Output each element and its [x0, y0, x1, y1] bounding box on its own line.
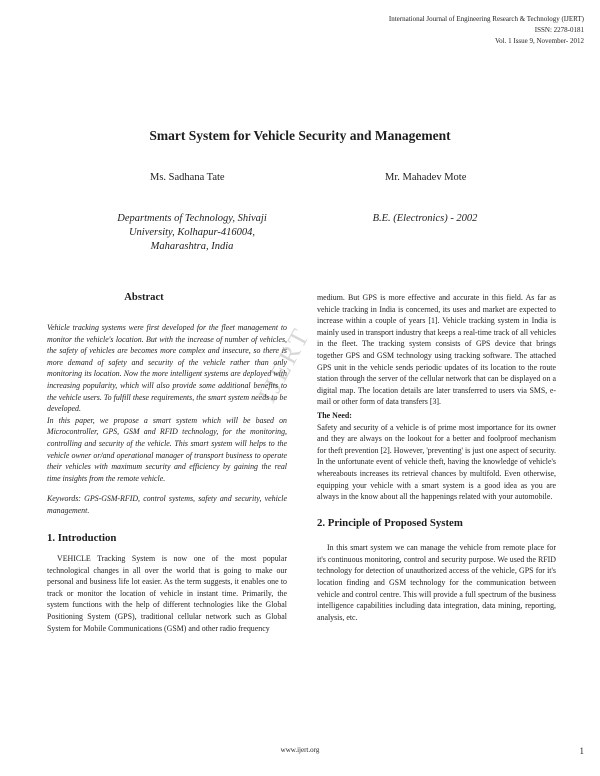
watermark-text: IJERT: [252, 322, 317, 408]
paper-title: Smart System for Vehicle Security and Management: [149, 128, 451, 143]
left-column: [47, 322, 287, 634]
need-heading: The Need:: [317, 410, 352, 420]
footer-url: www.ijert.org: [280, 746, 320, 754]
affiliation-line: Maharashtra, India: [150, 241, 234, 252]
section-2-heading: 2. Principle of Proposed System: [317, 516, 463, 529]
author-1-name: Ms. Sadhana Tate: [150, 172, 225, 183]
section-2-text: In this smart system we can manage the vehicle from remote place for it's continuous monitoring, control and security purpose. We used the RFID technology for detection of unauthorized access of the vehicle, GPS for it's location finding and GSM technology for the communication between vehicle and control centre. This will provide a full spectrum of the business intelligence capabilities including data integration, data mining, reporting, analysis, etc.: [317, 543, 556, 622]
abstract-heading: Abstract: [124, 292, 164, 303]
journal-name: International Journal of Engineering Research & Technology (IJERT): [388, 15, 584, 23]
author-2-name: Mr. Mahadev Mote: [385, 172, 467, 183]
need-text: Safety and security of a vehicle is of prime most importance for its owner and they are always on the lookout for a better and foolproof mechanism for theft prevention [2]. However, 'preventing' is just one aspect of security. In the unfortunate event of vehicle theft, having the knowledge of vehicle's whereabouts increases its retrieval chances by multifold. Even otherwise, equipping your vehicle with a smart system is a good idea as you are always in the know about all the happenings related with your automobile.: [317, 422, 556, 502]
keywords: Keywords: GPS-GSM-RFID, control systems, safety and security, vehicle management.: [47, 494, 287, 515]
section-1-text: VEHICLE Tracking System is now one of the most popular technological changes in all over the world that is going to make our personal and business life lot easier. As the term suggests, it enables one to track or monitor the location of vehicle in instant time. Primarily, the system functions with the help of different technologies like the Global Positioning System (GPS), traditional cellular network such as Global System for Mobile Communications (GSM) and other radio frequency: [47, 554, 287, 633]
volume-issue: Vol. 1 Issue 9, November- 2012: [495, 37, 584, 45]
section-1-heading: 1. Introduction: [47, 531, 117, 544]
page-number: 1: [579, 746, 584, 756]
abstract-paragraph-2: In this paper, we propose a smart system which will be based on Microcontroller, GPS, GSM and RFID technology, for the monitoring, controlling and security of the vehicle. This smart system will helps to the vehicle owner or/and operational manager of transport business to operate their vehicles with maximum security and efficiency by gaining the real time insights from the remote vehicle.: [47, 415, 287, 483]
affiliation-line: University, Kolhapur-416004,: [128, 227, 256, 238]
right-paragraph-1: medium. But GPS is more effective and accurate in this field. As far as vehicle tracking in India is concerned, its uses and market are expected to increase within a couple of years [1]. Vehicle tracking system in India is mainly used in transport industry that keeps a real-time track of all vehicles in the fleet. The tracking system consists of GPS device that brings together GPS and GSM technology using tracking software. The attached GPS unit in the vehicle sends periodic updates of its location to the route station through the server of the cellular network that can be displayed on a digital map. The location details are later transferred to users via SMS, e-mail or other form of data transfers [3].: [317, 293, 556, 407]
issn: ISSN: 2278-0181: [534, 26, 584, 34]
right-column: [317, 292, 556, 623]
abstract-paragraph-1: Vehicle tracking systems were first developed for the fleet management to monitor the vehicle's location. But with the increase of number of vehicles, the safety of vehicles are becomes more complex and insecure, so there is more demand of safety and security of the vehicle rather than only monitoring its location. Now the more intelligent systems are deployed with increasing popularity, which will also provide some additional benefits to the vehicle users. To fulfill these requirements, the smart system needs to be developed.: [47, 323, 287, 414]
author-1-affiliation: [88, 212, 296, 254]
author-2-affiliation: [350, 212, 500, 226]
journal-header: [389, 14, 584, 47]
affiliation-line: Departments of Technology, Shivaji: [117, 213, 267, 224]
affiliation-line: B.E. (Electronics) - 2002: [372, 213, 478, 224]
